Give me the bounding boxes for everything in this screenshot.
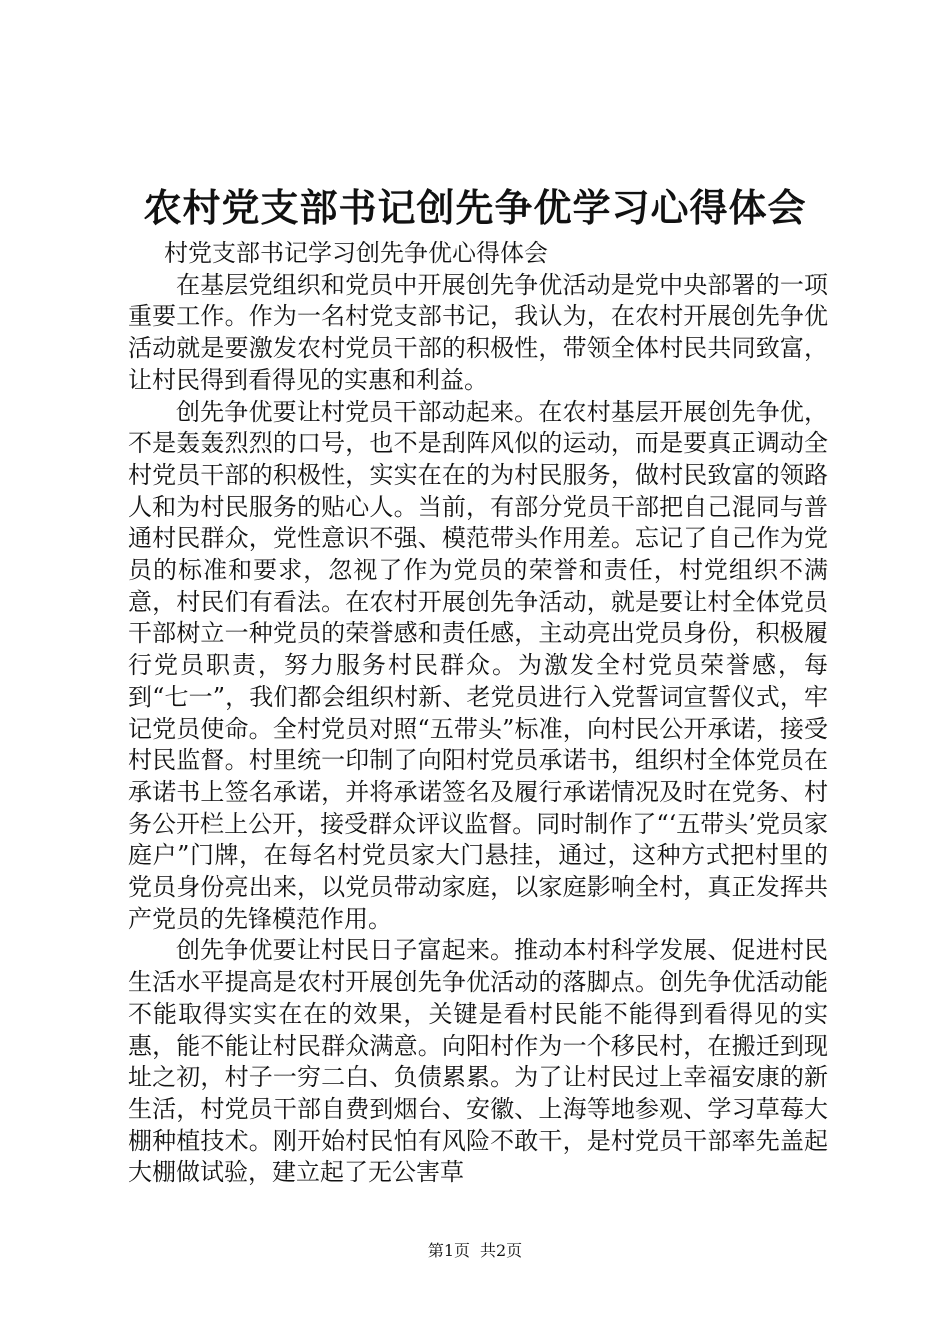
paragraph-3: 创先争优要让村民日子富起来。推动本村科学发展、促进村民生活水平提高是农村开展创先争优活动的落脚点。创先争优活动能不能取得实实在在的效果，关键是看村民能不能得到看得见的实惠，能不能让村民群众满意。向阳村作为一个移民村，在搬迁到现址之初，村子一穷二白、负债累累。为了让村民过上幸福安康的新生活，村党员干部自费到烟台、安徽、上海等地参观、学习草莓大棚种植技术。刚开始村民怕有风险不敢干，是村党员干部率先盖起大棚做试验，建立起了无公害草 <box>128 936 828 1187</box>
document-subtitle: 村党支部书记学习创先争优心得体会 <box>164 239 548 267</box>
paragraph-2: 创先争优要让村党员干部动起来。在农村基层开展创先争优，不是轰轰烈烈的口号，也不是刮阵风似的运动，而是要真正调动全村党员干部的积极性，实实在在的为村民服务，做村民致富的领路人和为村民服务的贴心人。当前，有部分党员干部把自己混同与普通村民群众，党性意识不强、模范带头作用差。忘记了自己作为党员的标准和要求，忽视了作为党员的荣誉和责任，村党组织不满意，村民们有看法。在农村开展创先争活动，就是要让村全体党员干部树立一种党员的荣誉感和责任感，主动亮出党员身份，积极履行党员职责，努力服务村民群众。为激发全村党员荣誉感，每到“七一”，我们都会组织村新、老党员进行入党誓词宣誓仪式，牢记党员使命。全村党员对照“五带头”标准，向村民公开承诺，接受村民监督。村里统一印制了向阳村党员承诺书，组织村全体党员在承诺书上签名承诺，并将承诺签名及履行承诺情况及时在党务、村务公开栏上公开，接受群众评议监督。同时制作了“‘五带头’党员家庭户”门牌，在每名村党员家大门悬挂，通过，这种方式把村里的党员身份亮出来，以党员带动家庭，以家庭影响全村，真正发挥共产党员的先锋模范作用。 <box>128 397 828 933</box>
paragraph-1: 在基层党组织和党员中开展创先争优活动是党中央部署的一项重要工作。作为一名村党支部书记，我认为，在农村开展创先争优活动就是要激发农村党员干部的积极性，带领全体村民共同致富，让村民得到看得见的实惠和利益。 <box>128 270 828 394</box>
page-number: 第1页 <box>427 1241 470 1260</box>
document-body <box>128 238 828 1189</box>
document-title: 农村党支部书记创先争优学习心得体会 <box>143 185 807 230</box>
page-total: 共2页 <box>480 1241 523 1260</box>
page-footer <box>0 1240 950 1262</box>
